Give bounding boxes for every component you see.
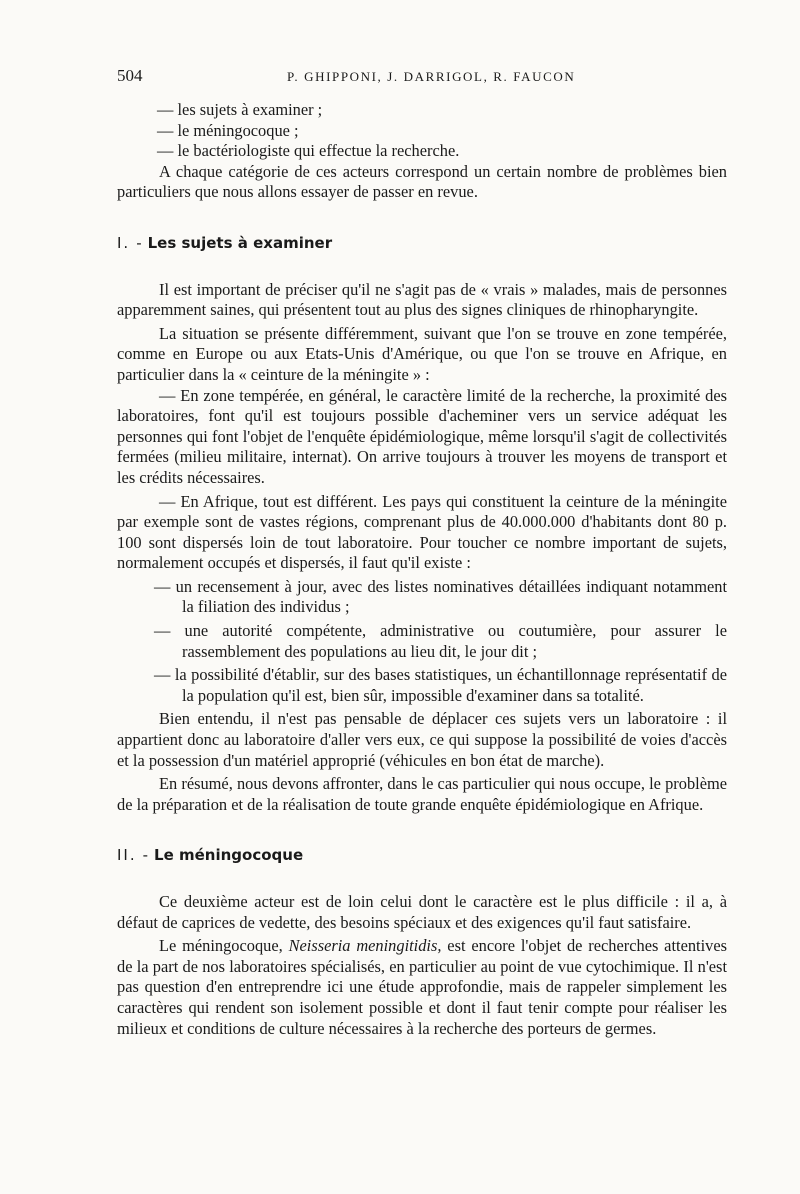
intro-paragraph: A chaque catégorie de ces acteurs correspond un certain nombre de problèmes bien particuliers que nous allons essayer de passer en revue. bbox=[117, 161, 727, 202]
paragraph: Ce deuxième acteur est de loin celui dont le caractère est le plus difficile : il a, à défaut de caprices de vedette, des besoins spéciaux et des exigences qu'il faut satisfaire. bbox=[117, 892, 727, 932]
section-title: Les sujets à examiner bbox=[147, 233, 333, 252]
section-title: Le méningocoque bbox=[154, 846, 304, 865]
list-item: — un recensement à jour, avec des listes nominatives détaillées indiquant notamment la filiation des individus ; bbox=[154, 576, 727, 617]
paragraph: — En Afrique, tout est différent. Les pays qui constituent la ceinture de la méningite par exemple sont de vastes régions, comprenant plus de 40.000.000 d'habitants dont 80 p. 100 sont dispersés loin de tout laboratoire. Pour toucher ce nombre important de sujets, normalement occupés et dispersés, il faut qu'il existe : bbox=[117, 491, 727, 573]
page-header bbox=[117, 66, 727, 90]
section-number: II. bbox=[117, 846, 137, 865]
list-item: — une autorité compétente, administrative ou coutumière, pour assurer le rassemblement des populations au lieu dit, le jour dit ; bbox=[154, 621, 727, 661]
paragraph: La situation se présente différemment, suivant que l'on se trouve en zone tempérée, comme en Europe ou aux Etats-Unis d'Amérique, ou que l'on se trouve en Afrique, en particulier dans la « ceinture de la méningite » : bbox=[117, 323, 727, 384]
section-heading-1 bbox=[117, 233, 727, 254]
paragraph: Il est important de préciser qu'il ne s'agit pas de « vrais » malades, mais de personnes apparemment saines, qui présentent tout au plus des signes cliniques de rhinopharyngite. bbox=[117, 279, 727, 320]
intro-item: — le bactériologiste qui effectue la recherche. bbox=[157, 141, 460, 161]
section-separator: - bbox=[136, 233, 142, 252]
paragraph-rest: est encore l'objet de recherches attentives de la part de nos laboratoires spécialisés, en particulier au point de vue cytochimique. Il n'est pas question d'en entreprendre ici une étude approfondie, mais de rappeler simplement les caractères qui rendent son isolement possible et dont il faut tenir compte pour réaliser les milieux et conditions de culture nécessaires à la recherche des porteurs de germes. bbox=[117, 936, 727, 1038]
intro-item: — le méningocoque ; bbox=[157, 120, 299, 140]
running-head: P. GHIPPONI, J. DARRIGOL, R. FAUCON bbox=[287, 69, 576, 84]
section-heading-2 bbox=[117, 845, 727, 866]
species-name: Neisseria meningitidis, bbox=[288, 936, 442, 956]
paragraph: — En zone tempérée, en général, le caractère limité de la recherche, la proximité des laboratoires, font qu'il est toujours possible d'acheminer vers un service adéquat les personnes qui font l'objet de l'enquête épidémiologique, même lorsqu'il s'agit de collectivités fermées (milieu militaire, internat). On arrive toujours à trouver les moyens de transport et les crédits nécessaires. bbox=[117, 385, 727, 487]
section-number: I. bbox=[117, 233, 131, 252]
paragraph: Bien entendu, il n'est pas pensable de déplacer ces sujets vers un laboratoire : il appartient donc au laboratoire d'aller vers eux, ce qui suppose la possibilité de voies d'accès et la possession d'un matériel approprié (véhicules en bon état de marche). bbox=[117, 709, 727, 770]
page-number: 504 bbox=[117, 66, 143, 85]
paragraph: En résumé, nous devons affronter, dans le cas particulier qui nous occupe, le problème de la préparation et de la réalisation de toute grande enquête épidémiologique en Afrique. bbox=[117, 774, 727, 814]
paragraph-lead: Le méningocoque, bbox=[159, 936, 289, 956]
paragraph bbox=[117, 936, 727, 1039]
section-separator: - bbox=[142, 846, 149, 865]
intro-item: — les sujets à examiner ; bbox=[157, 100, 323, 119]
body-text bbox=[117, 100, 727, 1039]
list-item: — la possibilité d'établir, sur des bases statistiques, un échantillonnage représentatif de la population qu'il est, bien sûr, impossible d'examiner dans sa totalité. bbox=[154, 665, 727, 705]
